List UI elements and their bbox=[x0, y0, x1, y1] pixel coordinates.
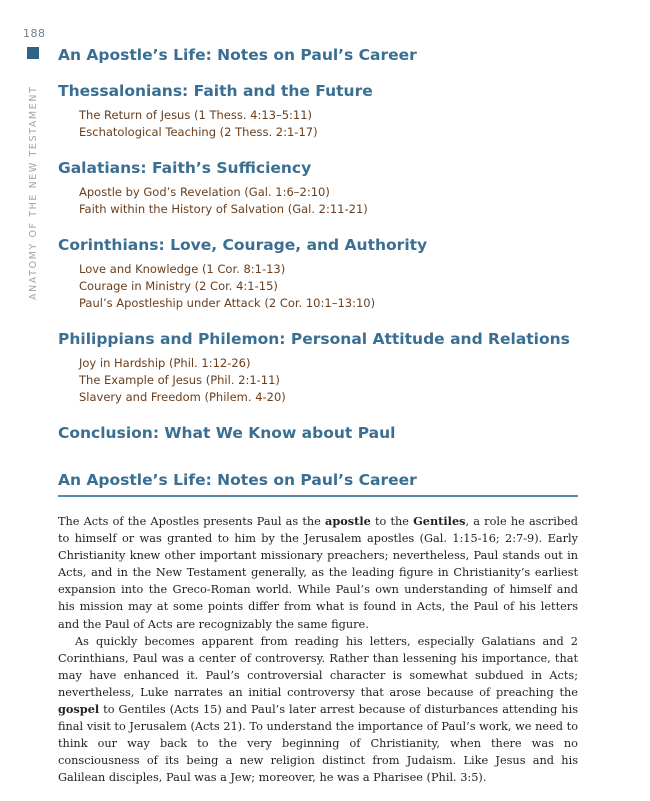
outline-subitem: Eschatological Teaching (2 Thess. 2:1-17) bbox=[79, 125, 318, 139]
outline-group bbox=[58, 424, 598, 442]
outline-heading: Philippians and Philemon: Personal Attitude and Relations bbox=[58, 330, 570, 348]
paragraph bbox=[58, 513, 578, 633]
glossary-term: Gentiles bbox=[413, 514, 466, 528]
outline-subitem: Apostle by God’s Revelation (Gal. 1:6–2:10) bbox=[79, 185, 330, 199]
running-head: ANATOMY OF THE NEW TESTAMENT bbox=[28, 85, 39, 300]
outline-heading: Thessalonians: Faith and the Future bbox=[58, 82, 373, 100]
text-run: The Acts of the Apostles presents Paul as the bbox=[58, 515, 325, 528]
outline-group bbox=[58, 82, 598, 141]
outline-heading: Conclusion: What We Know about Paul bbox=[58, 424, 396, 442]
outline-subitems bbox=[79, 355, 598, 406]
outline-heading: Galatians: Faith’s Sufficiency bbox=[58, 159, 312, 177]
glossary-term: gospel bbox=[58, 702, 100, 717]
outline-subitems bbox=[79, 184, 598, 218]
outline-subitem: The Example of Jesus (Phil. 2:1-11) bbox=[79, 373, 280, 387]
body-text bbox=[58, 513, 578, 787]
outline-subitems bbox=[79, 107, 598, 141]
outline-group bbox=[58, 236, 598, 312]
page-number: 188 bbox=[23, 27, 46, 40]
outline-heading: An Apostle’s Life: Notes on Paul’s Career bbox=[58, 46, 417, 64]
text-run: As quickly becomes apparent from reading his letters, especially Galatians and 2 Corinthians, Paul was a center of controversy. Rather than lessening his importance, that may have enhanced it. Paul’s controversial character is somewhat subdued in Acts; nevertheless, Luke narrates an initial controversy that arose because of preaching the bbox=[58, 634, 578, 699]
outline-subitem: Joy in Hardship (Phil. 1:12-26) bbox=[79, 356, 251, 370]
outline-subitem: The Return of Jesus (1 Thess. 4:13–5:11) bbox=[79, 108, 313, 122]
glossary-term: apostle bbox=[325, 514, 371, 528]
chapter-marker bbox=[27, 47, 39, 59]
outline-subitem: Faith within the History of Salvation (Gal. 2:11-21) bbox=[79, 202, 368, 216]
outline-subitem: Love and Knowledge (1 Cor. 8:1-13) bbox=[79, 262, 286, 276]
outline-group bbox=[58, 159, 598, 218]
paragraph bbox=[58, 633, 578, 787]
section-heading: An Apostle’s Life: Notes on Paul’s Career bbox=[58, 471, 578, 497]
text-run: to the bbox=[370, 515, 414, 528]
text-run: to Gentiles (Acts 15) and Paul’s later arrest because of disturbances attending his final visit to Jerusalem (Acts 21). To understand the importance of Paul’s work, we need to think our way back to the very beginning of Christianity, when there was no consciousness of its being a new religion distinct from Judaism. Like Jesus and his Galilean disciples, Paul was a Jew; moreover, he was a Pharisee (Phil. 3:5). bbox=[58, 703, 578, 785]
chapter-outline bbox=[58, 46, 598, 442]
text-run: , a role he ascribed to himself or was granted to him by the Jerusalem apostles (Gal. 1:15-16; 2:7-9). Early Christianity knew other important missionary preachers; nevertheless, Paul stands out in Acts, and in the New Testament generally, as the leading figure in Christianity’s earliest expansion into the Greco-Roman world. While Paul’s own understanding of himself and his mission may at some points differ from what is found in Acts, the Paul of his letters and the Paul of Acts are recognizably the same figure. bbox=[58, 515, 578, 631]
outline-subitems bbox=[79, 261, 598, 312]
outline-heading: Corinthians: Love, Courage, and Authority bbox=[58, 236, 428, 254]
outline-subitem: Paul’s Apostleship under Attack (2 Cor. 10:1–13:10) bbox=[79, 296, 376, 310]
outline-subitem: Slavery and Freedom (Philem. 4-20) bbox=[79, 390, 286, 404]
outline-subitem: Courage in Ministry (2 Cor. 4:1-15) bbox=[79, 279, 278, 293]
outline-group bbox=[58, 46, 598, 64]
outline-group bbox=[58, 330, 598, 406]
